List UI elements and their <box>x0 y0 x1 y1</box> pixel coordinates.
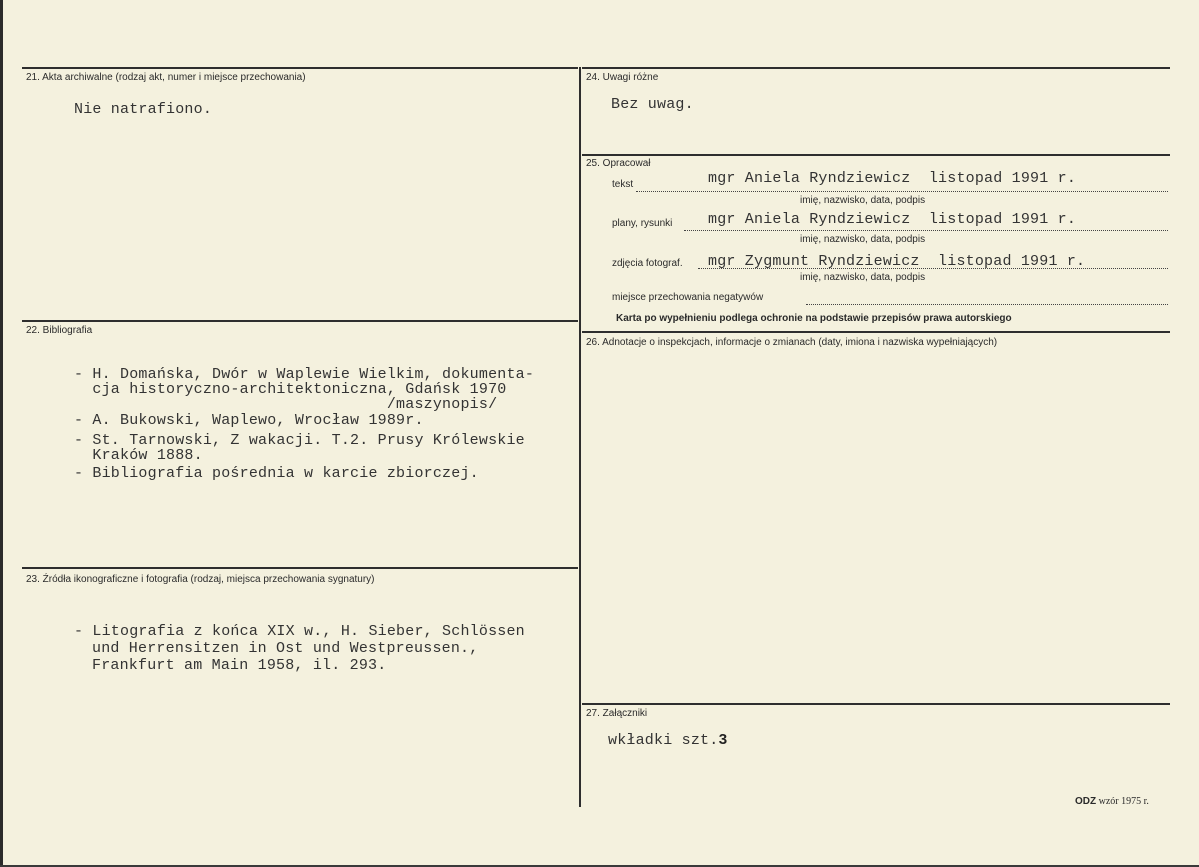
row-tekst-dotted-line <box>636 191 1168 192</box>
column-divider <box>579 67 581 807</box>
negatives-label: miejsce przechowania negatywów <box>612 292 764 303</box>
footer-code: ODZ <box>1075 796 1097 807</box>
section-22-label: 22. Bibliografia <box>26 325 93 336</box>
section-26-label: 26. Adnotacje o inspekcjach, informacje o zmianach (daty, imiona i nazwiska wypełniających) <box>586 337 998 348</box>
bibliography-line: cja historyczno-architektoniczna, Gdańsk 1970 <box>74 381 507 398</box>
iconography-line: Frankfurt am Main 1958, il. 293. <box>92 657 387 674</box>
row-zdjecia-dotted-line <box>698 268 1168 269</box>
row-tekst-sublabel: imię, nazwisko, data, podpis <box>800 195 926 206</box>
attachments-text: wkładki szt. <box>608 732 719 749</box>
section-23-label: 23. Źródła ikonograficzne i fotografia (rodzaj, miejsca przechowania sygnatury) <box>26 574 375 585</box>
card-left-edge <box>0 0 3 867</box>
row-tekst-label: tekst <box>612 179 634 190</box>
iconography-line: und Herrensitzen in Ost und Westpreussen., <box>92 640 479 657</box>
top-rule-right <box>582 67 1170 69</box>
section-27-label: 27. Załączniki <box>586 708 648 719</box>
rule-25-26 <box>582 331 1170 333</box>
rule-26-27 <box>582 703 1170 705</box>
bibliography-line: - Bibliografia pośrednia w karcie zbiorczej. <box>74 465 479 482</box>
row-zdjecia-label: zdjęcia fotograf. <box>612 258 683 269</box>
bibliography-line: - H. Domańska, Dwór w Waplewie Wielkim, dokumenta- <box>74 366 535 383</box>
row-zdjecia-value: mgr Zygmunt Ryndziewicz listopad 1991 r. <box>708 253 1086 270</box>
bibliography-line: - St. Tarnowski, Z wakacji. T.2. Prusy Królewskie <box>74 432 525 449</box>
row-plany-sublabel: imię, nazwisko, data, podpis <box>800 234 926 245</box>
row-tekst-value: mgr Aniela Ryndziewicz listopad 1991 r. <box>708 170 1077 187</box>
row-plany-label: plany, rysunki <box>612 218 673 229</box>
section-21-content: Nie natrafiono. <box>74 101 213 118</box>
section-27-content <box>608 733 728 749</box>
section-25-label: 25. Opracował <box>586 158 651 169</box>
bibliography-line: Kraków 1888. <box>74 447 203 464</box>
top-rule-left <box>22 67 578 69</box>
row-plany-value: mgr Aniela Ryndziewicz listopad 1991 r. <box>708 211 1077 228</box>
row-zdjecia-sublabel: imię, nazwisko, data, podpis <box>800 272 926 283</box>
attachments-count: 3 <box>718 732 728 749</box>
rule-22-23 <box>22 567 578 569</box>
row-plany-dotted-line <box>684 230 1168 231</box>
form-footer <box>1075 796 1149 807</box>
footer-text: wzór 1975 r. <box>1098 796 1149 807</box>
section-24-content: Bez uwag. <box>611 96 694 113</box>
rule-24-25 <box>582 154 1170 156</box>
section-24-label: 24. Uwagi różne <box>586 72 659 83</box>
iconography-line: - Litografia z końca XIX w., H. Sieber, Schlössen <box>74 623 525 640</box>
bibliography-line: - A. Bukowski, Waplewo, Wrocław 1989r. <box>74 412 424 429</box>
bibliography-line: /maszynopis/ <box>74 396 498 413</box>
rule-21-22 <box>22 320 578 322</box>
copyright-notice: Karta po wypełnieniu podlega ochronie na podstawie przepisów prawa autorskiego <box>616 313 1012 324</box>
negatives-dotted-line <box>806 304 1168 305</box>
section-21-label: 21. Akta archiwalne (rodzaj akt, numer i miejsce przechowania) <box>26 72 306 83</box>
